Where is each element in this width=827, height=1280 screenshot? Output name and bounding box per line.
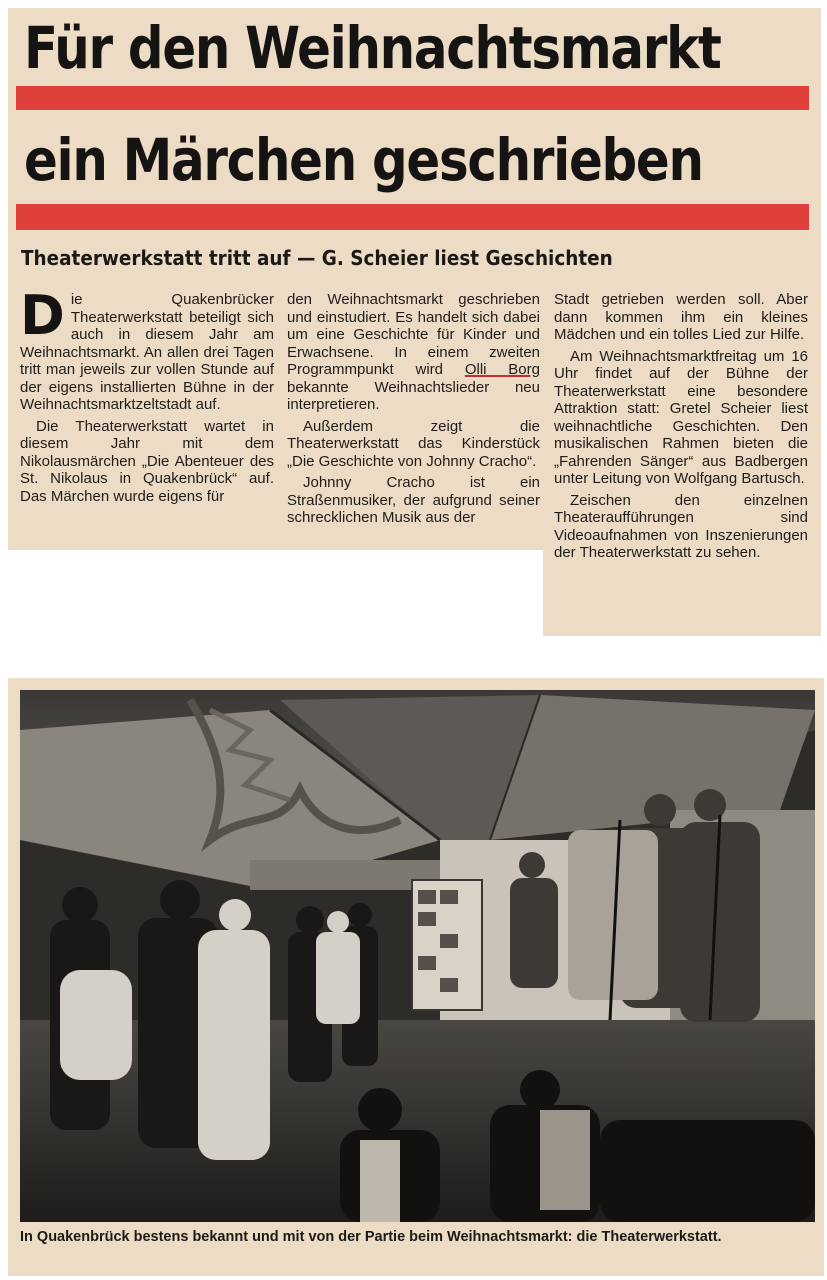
theater-stage-photo xyxy=(20,690,815,1222)
underlined-name: Olli Borg xyxy=(464,361,540,378)
headline-line-2: ein Märchen geschrieben xyxy=(24,126,703,194)
article-column-1 xyxy=(20,284,274,505)
paragraph-text: bekannte Weihnachtslieder neu interpretieren. xyxy=(287,378,540,413)
subheadline: Theaterwerkstatt tritt auf — G. Scheier liest Geschichten xyxy=(21,246,613,270)
paragraph: Die Theaterwerkstatt wartet in diesem Jahr mit dem Nikolausmärchen „Die Abenteuer des St. Nikolaus in Quakenbrück“ auf. Das Märchen wurde eigens für xyxy=(20,417,274,505)
paragraph: Johnny Cracho ist ein Straßenmusiker, der aufgrund seiner schrecklichen Musik aus der xyxy=(287,474,540,526)
paragraph-text: ie Quakenbrücker Theaterwerkstatt beteiligt sich auch in diesem Jahr am Weihnachtsmarkt. An allen drei Tagen tritt man jeweils zur vollen Stunde auf der eigens installierten Bühne in der Weihnachtsmarktzeltstadt auf. xyxy=(20,291,274,413)
article-column-2 xyxy=(287,291,540,527)
paragraph: Außerdem zeigt die Theaterwerkstatt das Kinderstück „Die Geschichte von Johnny Cracho“. xyxy=(287,417,540,470)
headline-line-1: Für den Weihnachtsmarkt xyxy=(24,14,721,82)
paragraph: Zeischen den einzelnen Theateraufführungen sind Videoaufnahmen von Inszenierungen der Theaterwerkstatt zu sehen. xyxy=(554,491,808,561)
photo-caption: In Quakenbrück bestens bekannt und mit von der Partie beim Weihnachtsmarkt: die Theaterwerkstatt. xyxy=(20,1229,722,1245)
paragraph-text: den Weihnachtsmarkt geschrieben und einstudiert. Es handelt sich dabei um eine Geschichte für Kinder und Erwachsene. In einem zweiten Programmpunkt wird xyxy=(287,291,540,378)
paragraph: Stadt getrieben werden soll. Aber dann kommen ihm ein kleines Mädchen und ein tolles Lied zur Hilfe. xyxy=(554,291,808,343)
paragraph: Am Weihnachtsmarktfreitag um 16 Uhr findet auf der Bühne der Theaterwerkstatt eine besondere Attraktion statt: Gretel Scheier liest weihnachtliche Geschichten. Den musikalischen Rahmen bieten die „Fahrenden Sänger“ aus Badbergen unter Leitung von Wolfgang Bartusch. xyxy=(554,347,808,487)
paragraph xyxy=(20,284,274,414)
paragraph xyxy=(287,291,540,414)
headline-red-bar-top xyxy=(16,86,809,110)
article-column-3 xyxy=(554,291,808,562)
drop-cap: D xyxy=(20,284,65,347)
headline-red-bar-bottom xyxy=(16,204,809,230)
